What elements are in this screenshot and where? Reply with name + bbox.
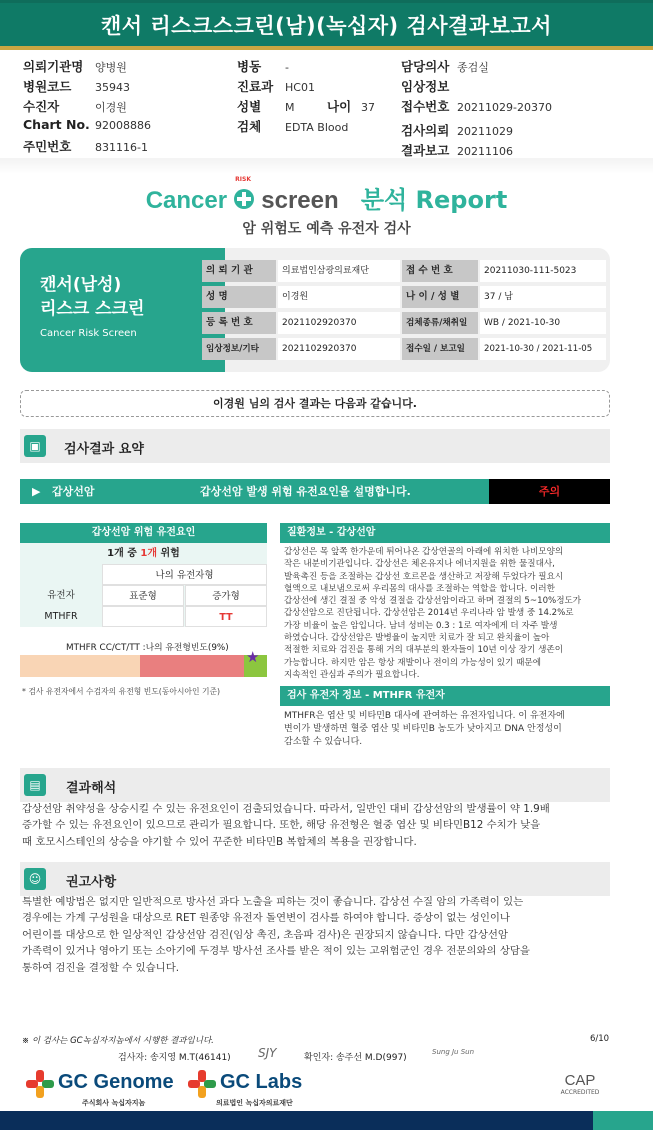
header-col-2: [237, 57, 397, 137]
gene-table-footnote: * 검사 유전자에서 수검자의 유전형 빈도(동아시아인 기준): [22, 687, 221, 696]
result-intro: 이경원 님의 검사 결과는 다음과 같습니다.: [20, 390, 610, 417]
field-value: 20211106: [457, 145, 513, 158]
text-line: MTHFR은 엽산 및 비타민B 대사에 관여하는 유전자입니다. 이 유전자에: [284, 711, 565, 721]
field-value: 종검실: [457, 61, 489, 74]
age-label: 나이: [327, 99, 352, 114]
info-value: WB / 2021-10-30: [480, 312, 606, 334]
text-line: 특별한 예방법은 없지만 일반적으로 방사선 과다 노출을 피하는 것이 좋습니다. 갑상선 수질 암의 가족력이 있는: [22, 896, 524, 908]
text-line: 갑상선은 목 앞쪽 한가운데 튀어나온 갑상연골의 아래에 위치한 나비모양의: [284, 547, 564, 557]
field-label: 수진자: [23, 99, 60, 114]
freq-segment-cc: [20, 655, 140, 677]
gc-genome-text: GC Genome: [58, 1071, 174, 1093]
doctor-icon: ☺: [24, 868, 46, 890]
field-label: 검사의뢰: [401, 123, 450, 138]
text-line: 적절한 치료와 검진을 통해 거의 대부분의 환자들이 10년 이상 장기 생존이: [284, 645, 563, 656]
field-label: 담당의사: [401, 59, 450, 74]
folder-plus-icon: ▣: [24, 435, 46, 457]
info-value: 의료법인삼광의료재단: [278, 260, 400, 282]
gc-genome-sub: 주식회사 녹십자지놈: [82, 1099, 146, 1107]
gc-cross-icon: [188, 1070, 216, 1098]
field-label: 의뢰기관명: [23, 59, 84, 74]
text-line: 어린이를 대상으로 한 일상적인 갑상선암 검진(임상 촉진, 초음파 검사)은 권장되지 않습니다. 다만 갑상선암: [22, 928, 508, 941]
cap-logo: [548, 1072, 612, 1096]
recommendation-section-header: [20, 862, 610, 896]
logo-cancer: Cancer: [145, 187, 228, 214]
field-label: 병동: [237, 59, 262, 74]
standard-value: [102, 606, 184, 627]
gene-table: [20, 543, 267, 627]
gene-info-body: [284, 710, 610, 749]
confirmer: 확인자: 송주선 M.D(997): [304, 1053, 407, 1063]
text-line: 작은 내분비기관입니다. 갑상선은 체온유지나 에너지원을 위한 물질대사,: [284, 559, 555, 570]
play-icon: ▶: [32, 485, 41, 498]
gc-cross-icon: [26, 1070, 54, 1098]
variant-value: TT: [185, 606, 267, 627]
bottom-bar: [0, 1111, 653, 1130]
freq-segment-ct: [140, 655, 244, 677]
logo-report: 분석 Report: [360, 186, 508, 214]
interpretation-section-header: [20, 768, 610, 802]
col-gene-header: 유전자: [47, 590, 75, 601]
text-line: 가족력이 있거나 영아기 또는 소아기에 두경부 방사선 조사를 받은 적이 있는 고위험군인 경우 전문의와의 상담을: [22, 945, 530, 958]
cap-text: CAP: [564, 1072, 596, 1089]
field-value: HC01: [285, 81, 315, 94]
text-line: 증가할 수 있는 유전요인이 있으므로 관리가 필요합니다. 또한, 해당 유전형은 혈중 엽산 및 비타민B12 수치가 낮을: [22, 819, 541, 832]
field-value: 35943: [95, 81, 130, 94]
info-value: 2021-10-30 / 2021-11-05: [480, 338, 606, 360]
summary-section-header: [20, 429, 610, 463]
recommendation-body: [22, 894, 617, 976]
text-line: 갑상선암 취약성을 상승시킬 수 있는 유전요인이 검출되었습니다. 따라서, 일반인 대비 갑상선암의 발생률이 약 1.9배: [22, 803, 550, 815]
risk-count-prefix: 1개 중: [107, 548, 137, 559]
gc-genome-logo: [26, 1070, 54, 1102]
report-subtitle: 암 위험도 예측 유전자 검사: [242, 221, 411, 237]
info-key: 성 명: [202, 286, 276, 308]
report-title-bar: [0, 0, 653, 46]
logo-screen: screen: [261, 187, 339, 214]
text-line: 발육촉진 등을 조절하는 갑상선 호르몬을 생산하고 저장해 두었다가 필요시: [284, 571, 564, 582]
text-line: 하였습니다. 갑상선암은 발병율이 높지만 치료가 잘 되고 완치율이 높아: [284, 633, 550, 644]
info-value: 2021102920370: [278, 338, 400, 360]
report-title: 캔서 리스크스크린(남)(녹십자) 검사결과보고서: [101, 14, 552, 38]
product-title-2: 리스크 스크린: [40, 299, 145, 319]
field-label: Chart No.: [23, 117, 90, 132]
field-label: 진료과: [237, 79, 274, 94]
info-key: 검체종류/채취일: [402, 312, 478, 334]
tester: 검사자: 송지영 M.T(46141): [118, 1053, 231, 1063]
info-key: 등 록 번 호: [202, 312, 276, 334]
info-value: 이경원: [278, 286, 400, 308]
gene-name: MTHFR: [44, 611, 78, 622]
field-label: 성별: [237, 99, 262, 114]
my-genotype-star-icon: ★: [246, 648, 260, 666]
product-title-1: 캔서(남성): [40, 275, 122, 295]
text-line: 혈액으로 내보냄으로써 우리몸의 대사를 조절하는 역할을 합니다. 이러한: [284, 583, 555, 594]
field-label: 임상정보: [401, 79, 450, 94]
disease-info-title: 질환정보 - 갑상선암: [280, 523, 610, 543]
field-value: 이경원: [95, 101, 127, 114]
field-value: 92008886: [95, 119, 151, 132]
header-col-3: [401, 57, 631, 161]
text-line: 가장 비율이 높은 암입니다. 남녀 성비는 0.3 : 1로 여자에게 더 자주 발생: [284, 620, 558, 631]
summary-title: 검사결과 요약: [64, 442, 144, 457]
info-key: 임상정보/기타: [202, 338, 276, 360]
product-title-en: Cancer Risk Screen: [40, 328, 137, 339]
field-label: 병원코드: [23, 79, 72, 94]
field-value: 20211029: [457, 125, 513, 138]
title-divider: [0, 46, 653, 50]
disease-info-body: [284, 546, 610, 681]
info-value: 37 / 남: [480, 286, 606, 308]
header-col-1: [23, 57, 223, 157]
footer-note: ※ 이 검사는 GC녹십자지놈에서 시행한 결과입니다.: [22, 1036, 214, 1046]
clipboard-icon: ▤: [24, 774, 46, 796]
interpretation-body: [22, 801, 617, 850]
col-standard-header: 표준형: [102, 585, 184, 606]
my-genotype-header: 나의 유전자형: [102, 564, 267, 585]
field-value: 20211029-20370: [457, 101, 552, 114]
field-value: 양병원: [95, 61, 127, 74]
field-label: 검체: [237, 119, 262, 134]
risk-count-suffix: 위험: [160, 548, 180, 559]
field-value: 831116-1: [95, 141, 148, 154]
gc-labs-logo: [188, 1070, 216, 1102]
field-value: -: [285, 61, 289, 74]
info-key: 접수일 / 보고일: [402, 338, 478, 360]
cap-sub: ACCREDITED: [560, 1089, 600, 1096]
risk-status-badge: 주의: [489, 479, 610, 504]
genotype-frequency-label: MTHFR CC/CT/TT :나의 유전형빈도(9%): [66, 643, 229, 653]
page-number: 6/10: [590, 1034, 610, 1044]
field-value: M: [285, 101, 295, 114]
risk-count-highlight: 1개: [140, 548, 158, 559]
info-key: 의 뢰 기 관: [202, 260, 276, 282]
info-value: 2021102920370: [278, 312, 400, 334]
tester-signature: SJY: [258, 1046, 277, 1060]
cancer-screen-logo: [0, 176, 653, 215]
text-line: 때 호모시스테인의 상승을 야기할 수 있어 꾸준한 비타민B 복합체의 복용을 권장합니다.: [22, 835, 417, 848]
age-value: 37: [361, 101, 375, 114]
field-label: 접수번호: [401, 99, 450, 114]
text-line: 지속적인 관심과 주의가 필요합니다.: [284, 669, 420, 680]
header-divider: [0, 158, 653, 174]
field-label: 결과보고: [401, 143, 450, 158]
confirmer-signature: Sung Ju Sun: [432, 1048, 475, 1056]
gc-labs-sub: 의료법인 녹십자의료재단: [216, 1099, 293, 1107]
gc-labs-text: GC Labs: [220, 1071, 303, 1093]
recommendation-title: 권고사항: [66, 875, 117, 890]
col-variant-header: 증가형: [185, 585, 267, 606]
field-value: EDTA Blood: [285, 121, 349, 134]
logo-risk: RISK: [235, 176, 251, 183]
text-line: 변이가 발생하면 혈중 엽산 및 비타민B 농도가 낮아지고 DNA 안정성이: [284, 724, 562, 734]
gene-info-title: 검사 유전자 정보 - MTHFR 유전자: [280, 686, 610, 706]
interpretation-title: 결과해석: [66, 781, 117, 796]
info-value: 20211030-111-5023: [480, 260, 606, 282]
text-line: 가능합니다. 하지만 암은 항상 재발이나 전이의 가능성이 있기 때문에: [284, 657, 542, 668]
patient-info-table: [202, 260, 610, 370]
plus-icon: [232, 176, 256, 208]
gene-table-title: 갑상선암 위험 유전요인: [20, 523, 267, 543]
text-line: 통하여 검진을 결정할 수 있습니다.: [22, 961, 180, 974]
text-line: 갑상선암으로 진단됩니다. 갑상선암은 2014년 우리나라 암 발생 중 14.2%로: [284, 608, 574, 619]
field-label: 주민번호: [23, 139, 72, 154]
info-key: 나 이 / 성 별: [402, 286, 478, 308]
text-line: 갑상선에 생긴 결절 중 악성 결절을 갑상선암이라고 하며 결절의 5~10%정도가: [284, 596, 582, 607]
disease-name: 갑상선암: [52, 485, 95, 498]
risk-count: [20, 543, 267, 564]
text-line: 감소할 수 있습니다.: [284, 737, 363, 747]
disease-desc: 갑상선암 발생 위험 유전요인을 설명합니다.: [200, 485, 411, 498]
text-line: 경우에는 가계 구성원을 대상으로 RET 원종양 유전자 돌연변이 검사를 하여야 합니다. 증상이 없는 성인이나: [22, 912, 510, 925]
info-key: 접 수 번 호: [402, 260, 478, 282]
product-badge: [20, 248, 225, 372]
